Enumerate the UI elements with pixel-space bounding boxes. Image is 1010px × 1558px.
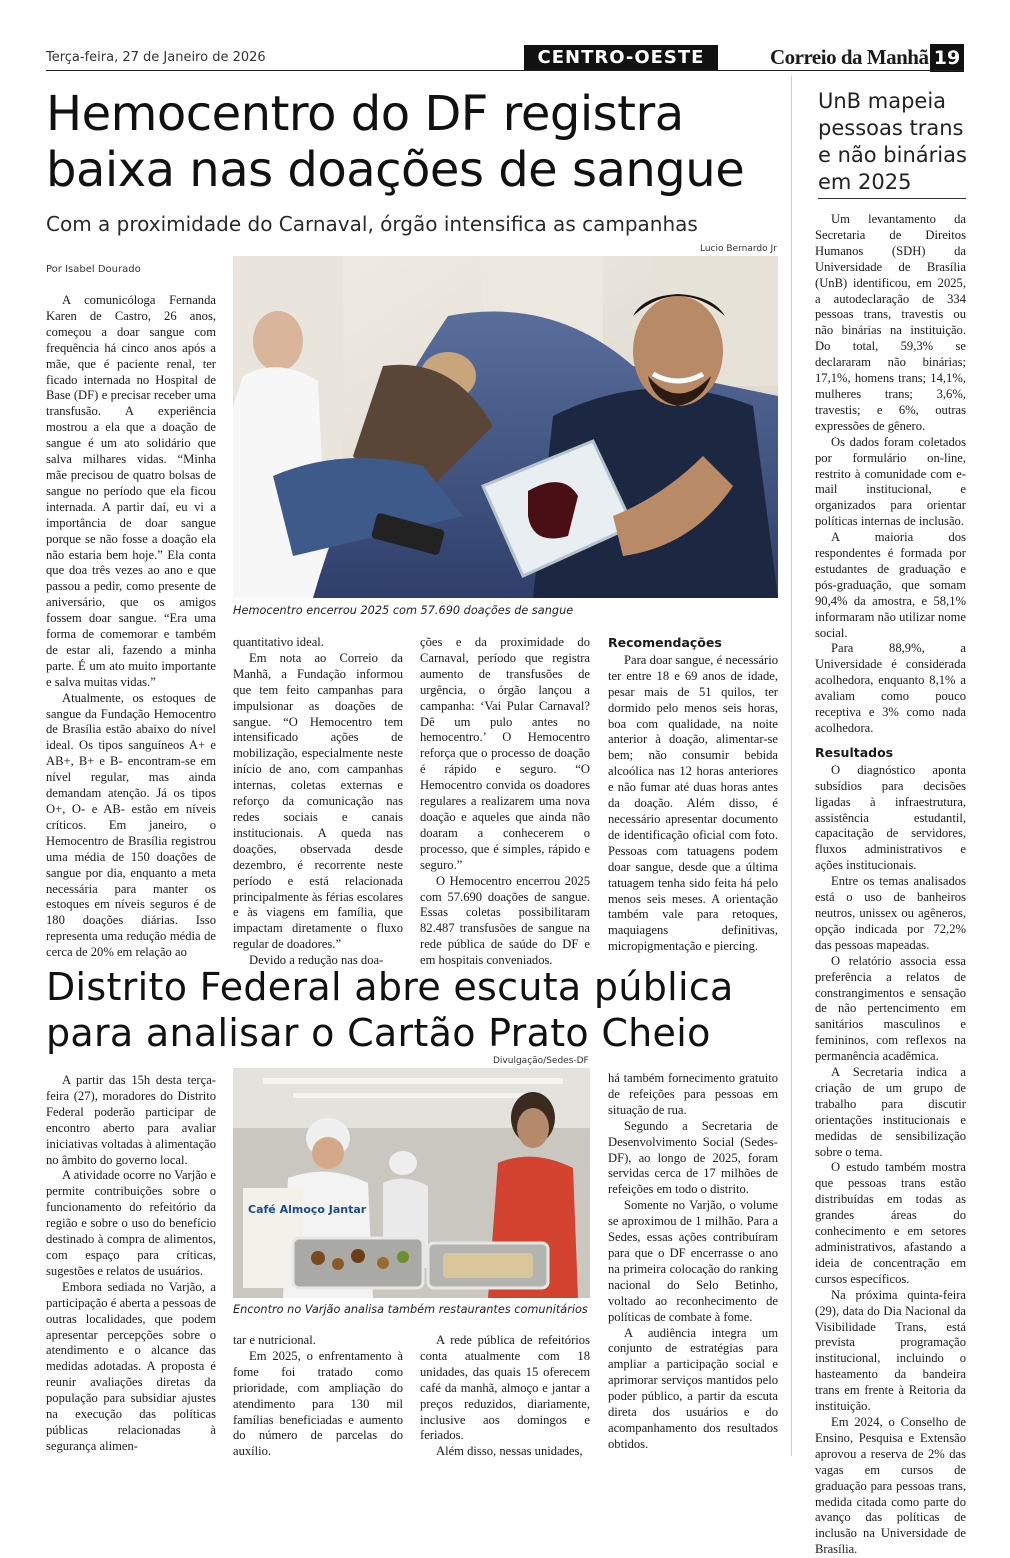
paragraph: A partir das 15h desta terça-feira (27), moradores do Distrito Federal poderão participar de encontro aberto para avaliar iniciativas voltadas à alimentação no âmbito do governo local. — [46, 1073, 216, 1167]
paragraph: Um levantamento da Secretaria de Direitos Humanos (SDH) da Universidade de Brasília (UnB) identificou, em 2025, a autodeclaração de 334 pessoas trans, travestis ou não binárias na instituição. Do total, 59,3% se declararam não binárias; 17,1%, homens trans; 14,1%, mulheres trans; 3,6%, travestis; e 6%, outras expressões de gênero. — [815, 212, 966, 433]
paragraph: ções e da proximidade do Carnaval, período que registra aumento de transfusões de urgência, o órgão lançou a campanha: ‘Vai Pular Carnaval? Dê um pulo antes no hemocentro.’ O Hemocentro reforça que o processo de doação é rápido e seguro. “O Hemocentro convida os doadores regulares a realizarem uma nova doação e aqueles que ainda não doaram a conhecerem o processo, que é simples, rápido e seguro.” — [420, 635, 590, 872]
issue-date: Terça-feira, 27 de Janeiro de 2026 — [46, 50, 266, 65]
sidebar-headline-rule — [818, 198, 966, 199]
paragraph: Segundo a Secretaria de Desenvolvimento Social (Sedes-DF), ao longo de 2025, foram servidas cerca de 17 milhões de refeições em todo o distrito. — [608, 1118, 778, 1197]
sidebar-divider — [791, 76, 792, 1456]
article1-photo — [233, 256, 778, 598]
article2-column-2 — [233, 1333, 403, 1460]
article1-column-1 — [46, 293, 216, 961]
article2-column-4 — [608, 1071, 778, 1453]
article1-column-2 — [233, 635, 403, 969]
article2-headline: Distrito Federal abre escuta pública para analisar o Cartão Prato Cheio — [46, 965, 734, 1055]
paragraph: Os dados foram coletados por formulário on-line, restrito à comunidade com e-mail institucional, e organizados para orientar políticas internas de inclusão. — [815, 434, 966, 529]
article1-photo-caption: Hemocentro encerrou 2025 com 57.690 doações de sangue — [233, 604, 574, 617]
paragraph: Para doar sangue, é necessário ter entre 18 e 69 anos de idade, pesar mais de 51 quilos, ter dormido pelo menos seis horas, boa com qualidade, na noite anterior à doação, alimentar-se bem; não consumir bebida alcoólica nas 12 horas anteriores e não fumar até duas horas antes da doação. Além disso, é necessário apresentar documento de identificação oficial com foto. Pessoas com tatuagens podem doar sangue, desde que a última tatuagem tenha sido feita há pelo menos seis meses. A orientação também vale para retoques, maquiagens definitivas, micropigmentação e piercing. — [608, 652, 778, 954]
paragraph: Atualmente, os estoques de sangue da Fundação Hemocentro de Brasília estão abaixo do nível ideal. Os tipos sanguíneos A+ e AB+, B+ e B- encontram-se em nível regular, mas ainda demandam atenção. Já os tipos O+, O- e AB- estão em níveis críticos. Em janeiro, o Hemocentro de Brasília registrou uma média de 150 doações de sangue por dia, enquanto a meta necessária para manter os estoques em níveis seguros é de 180 doações diárias. Isso representa uma redução média de cerca de 20% em relação ao — [46, 690, 216, 960]
article1-column-4 — [608, 633, 778, 955]
article1-subheadline: Com a proximidade do Carnaval, órgão intensifica as campanhas — [46, 212, 698, 236]
article1-byline: Por Isabel Dourado — [46, 264, 141, 275]
article1-photo-credit: Lucio Bernardo Jr — [700, 244, 777, 254]
results-heading: Resultados — [815, 744, 894, 760]
paragraph: Em nota ao Correio da Manhã, a Fundação informou que tem feito campanhas para impulsionar as doações de sangue. “O Hemocentro tem intensificado ações de mobilização, especialmente neste início de ano, com campanhas internas, coletas externas e reforço da comunicação nas redes sociais e canais institucionais. A queda nas doações, observada desde dezembro, é recorrente neste período e está relacionada principalmente às férias escolares e às viagens em família, que impactam diretamente o fluxo regular de doadores.” — [233, 650, 403, 952]
community-kitchen-photo-illustration — [233, 1068, 590, 1298]
newspaper-name: Correio da Manhã — [770, 45, 929, 69]
section-label: CENTRO-OESTE — [524, 45, 718, 71]
header-rule — [46, 70, 964, 71]
paragraph: A rede pública de refeitórios conta atualmente com 18 unidades, das quais 15 oferecem café da manhã, almoço e jantar a preços reduzidos, diariamente, inclusive aos domingos e feriados. — [420, 1333, 590, 1443]
paragraph: A maioria dos respondentes é formada por estudantes de graduação e pós-graduação, que somam 90,4% da amostra, e 58,1% informaram não utilizar nome social. — [815, 530, 966, 640]
paragraph: Em 2025, o enfrentamento à fome foi tratado como prioridade, com ampliação do atendimento para 130 mil famílias beneficiadas e aumento do número de parcelas do auxílio. — [233, 1348, 403, 1459]
blood-donation-photo-illustration — [233, 256, 778, 598]
paragraph: tar e nutricional. — [233, 1333, 316, 1347]
paragraph: Embora sediada no Varjão, a participação é aberta a pessoas de outras localidades, que podem apresentar percepções sobre o atendimento e o alcance das medidas adotadas. A proposta é reunir avaliações diretas da população para subsidiar ajustes na execução das políticas públicas relacionadas à segurança alimen- — [46, 1279, 216, 1453]
sidebar-headline: UnB mapeia pessoas trans e não binárias em 2025 — [818, 89, 967, 194]
paragraph: Devido a redução nas doa- — [249, 953, 384, 968]
paragraph: A comunicóloga Fernanda Karen de Castro, 26 anos, começou a doar sangue com frequência há cinco anos após a mãe, que é paciente renal, ter ficado internada no Hospital de Base (DF) e precisar receber uma transfusão. A experiência mostrou a ela que a doação de sangue é um ato solidário que salva milhares vidas. “Minha mãe precisou de quatro bolsas de sangue no período que ela ficou internada. A partir daí, eu vi a importância de doar sangue porque se não fosse a doação ela não estaria bem hoje.” Ela conta que doa três vezes ao ano e que passou a pedir, como presente de aniversário, que os amigos fossem doar sangue. “Era uma forma de comemorar e também de estar ali, fazendo a minha parte. É um ato muito importante e salva muitas vidas.” — [46, 293, 216, 689]
sidebar-body — [815, 212, 966, 1558]
paragraph: Na próxima quinta-feira (29), data do Dia Nacional da Visibilidade Trans, está prevista programação institucional, incluindo o hasteamento da bandeira trans em frente à Reitoria da instituição. — [815, 1287, 966, 1414]
paragraph: Entre os temas analisados está o uso de banheiros neutros, unissex ou agêneros, opção indicada por 72,2% das pessoas mapeadas. — [815, 874, 966, 952]
paragraph: A atividade ocorre no Varjão e permite contribuições sobre o funcionamento do refeitório da região e sobre o uso do benefício destinado à compra de alimentos, com espaço para críticas, sugestões e relatos de usuários. — [46, 1168, 216, 1278]
paragraph: quantitativo ideal. — [233, 635, 324, 649]
paragraph: Além disso, nessas unidades, — [436, 1444, 583, 1459]
article2-photo-credit: Divulgação/Sedes-DF — [493, 1056, 589, 1066]
paragraph: A Secretaria indica a criação de um grupo de trabalho para discutir orientações institucionais e medidas de sensibilização sobre o tema. — [815, 1065, 966, 1159]
article2-column-1 — [46, 1073, 216, 1455]
paragraph: O diagnóstico aponta subsídios para decisões ligadas à infraestrutura, assistência estudantil, capacitação de servidores, fluxos administrativos e ações institucionais. — [815, 762, 966, 873]
paragraph: O relatório associa essa preferência a relatos de constrangimentos e sensação de não pertencimento em sanitários masculinos e femininos, com reflexos na permanência acadêmica. — [815, 953, 966, 1064]
paragraph: A audiência integra um conjunto de estratégias para ampliar a participação social e aprimorar serviços mantidos pelo poder público, a partir da escuta direta dos usuários e do acompanhamento dos resultados obtidos. — [608, 1325, 778, 1451]
sign-text: Café Almoço Jantar — [248, 1203, 367, 1216]
paragraph: há também fornecimento gratuito de refeições para pessoas em situação de rua. — [608, 1071, 778, 1117]
article1-column-3 — [420, 635, 590, 969]
recommendations-heading: Recomendações — [608, 635, 722, 650]
article2-column-3 — [420, 1333, 590, 1460]
page-number: 19 — [930, 44, 964, 72]
paragraph: Somente no Varjão, o volume se aproximou de 1 milhão. Para a Sedes, essas ações contribuíram para que o DF encerrasse o ano na primeira colocação do ranking nacional do Selo Betinho, voltado ao reconhecimento de políticas de combate à fome. — [608, 1198, 778, 1324]
paragraph: Para 88,9%, a Universidade é considerada acolhedora, enquanto 8,1% a avaliam como pouco receptiva e 3% como nada acolhedora. — [815, 641, 966, 735]
paragraph: O estudo também mostra que pessoas trans estão distribuídas em todas as grandes áreas do conhecimento e em setores administrativos, afastando a ideia de concentração em cursos específicos. — [815, 1160, 966, 1286]
paragraph: Em 2024, o Conselho de Ensino, Pesquisa e Extensão aprovou a reserva de 2% das vagas em cursos de graduação para pessoas trans, medida citada como parte do avanço das políticas de inclusão na Universidade de Brasília. — [815, 1414, 966, 1557]
article2-photo-caption: Encontro no Varjão analisa também restaurantes comunitários — [233, 1303, 588, 1316]
article2-photo — [233, 1068, 590, 1298]
paragraph: O Hemocentro encerrou 2025 com 57.690 doações de sangue. Essas coletas possibilitaram 82.487 transfusões de sangue na rede pública de saúde do DF e em hospitais conveniados. — [420, 873, 590, 968]
article1-headline: Hemocentro do DF registra baixa nas doações de sangue — [46, 86, 745, 198]
